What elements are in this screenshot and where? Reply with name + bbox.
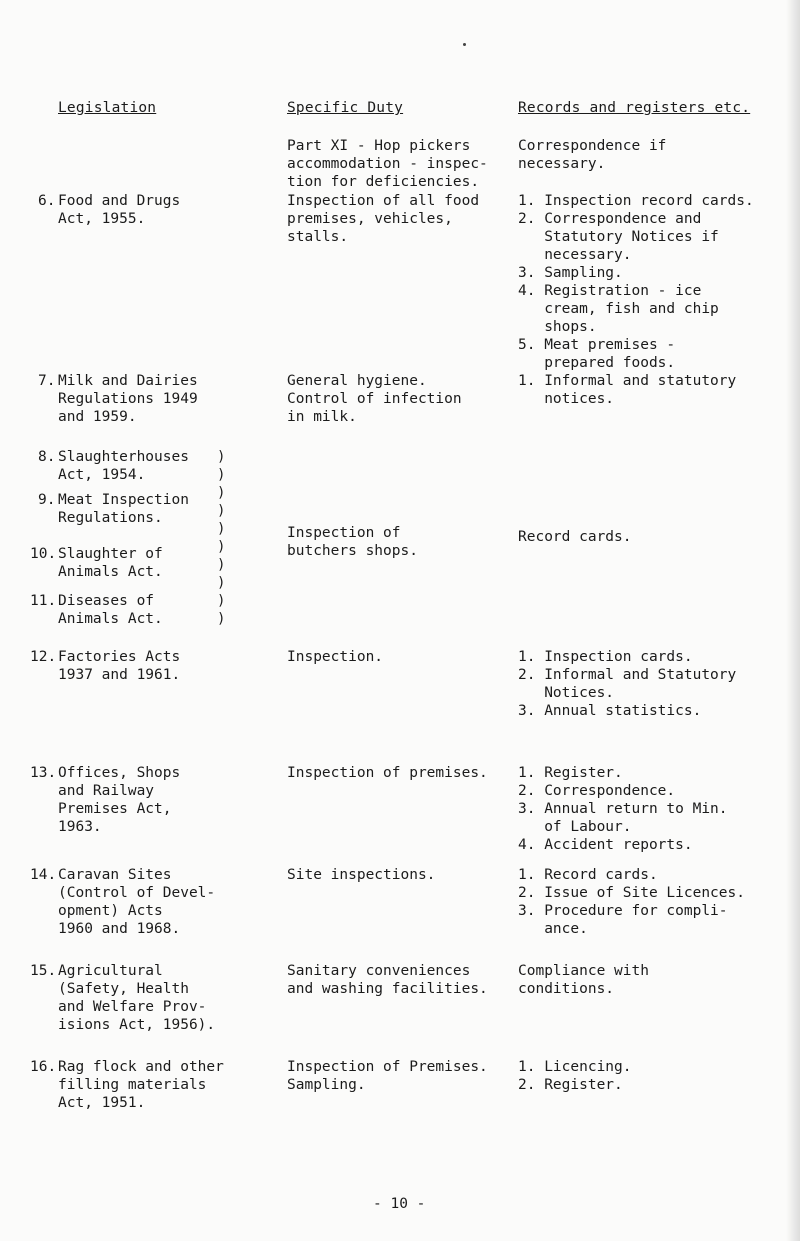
row-10-number: 10. — [30, 546, 57, 562]
row-8-number: 8. — [38, 449, 56, 465]
row-14-number: 14. — [30, 867, 57, 883]
row-13-number: 13. — [30, 765, 57, 781]
row-13-duty: Inspection of premises. — [287, 765, 488, 781]
row-6-number: 6. — [38, 193, 56, 209]
row-6-records: 1. Inspection record cards. 2. Correspondence and Statutory Notices if necessary. 3. Sampling. 4. Registration - ice cream, fish and chip shops. 5. Meat premises - prepared foods. — [518, 193, 754, 371]
row-13-records: 1. Register. 2. Correspondence. 3. Annual return to Min. of Labour. 4. Accident reports. — [518, 765, 728, 853]
row-14-records: 1. Record cards. 2. Issue of Site Licences. 3. Procedure for compli- ance. — [518, 867, 745, 937]
row-0-records: Correspondence if necessary. — [518, 138, 667, 172]
scan-speck — [463, 43, 466, 46]
row-16-duty: Inspection of Premises. Sampling. — [287, 1059, 488, 1093]
row-16-number: 16. — [30, 1059, 57, 1075]
row-11-number: 11. — [30, 593, 57, 609]
page-edge-shadow — [786, 0, 800, 1241]
row-7-number: 7. — [38, 373, 56, 389]
group-brace: ) ) ) ) ) ) ) ) ) ) — [217, 449, 226, 627]
row-12-number: 12. — [30, 649, 57, 665]
row-16-records: 1. Licencing. 2. Register. — [518, 1059, 632, 1093]
row-11-legislation: Diseases of Animals Act. — [58, 593, 163, 627]
row-14-duty: Site inspections. — [287, 867, 436, 883]
group-records: Record cards. — [518, 529, 632, 545]
row-9-legislation: Meat Inspection Regulations. — [58, 492, 189, 526]
row-7-legislation: Milk and Dairies Regulations 1949 and 1959. — [58, 373, 198, 425]
header-specific-duty: Specific Duty — [287, 100, 404, 116]
row-7-duty: General hygiene. Control of infection in milk. — [287, 373, 462, 425]
header-records: Records and registers etc. — [518, 100, 751, 116]
row-15-legislation: Agricultural (Safety, Health and Welfare Prov- isions Act, 1956). — [58, 963, 216, 1033]
row-12-records: 1. Inspection cards. 2. Informal and Statutory Notices. 3. Annual statistics. — [518, 649, 737, 719]
row-15-duty: Sanitary conveniences and washing facilities. — [287, 963, 488, 997]
row-7-records: 1. Informal and statutory notices. — [518, 373, 737, 407]
header-legislation: Legislation — [58, 100, 157, 116]
row-6-legislation: Food and Drugs Act, 1955. — [58, 193, 181, 227]
row-15-number: 15. — [30, 963, 57, 979]
row-12-duty: Inspection. — [287, 649, 384, 665]
row-15-records: Compliance with conditions. — [518, 963, 649, 997]
page-number: - 10 - — [373, 1196, 426, 1212]
row-13-legislation: Offices, Shops and Railway Premises Act, 1963. — [58, 765, 181, 835]
row-12-legislation: Factories Acts 1937 and 1961. — [58, 649, 181, 683]
row-10-legislation: Slaughter of Animals Act. — [58, 546, 163, 580]
row-16-legislation: Rag flock and other filling materials Act, 1951. — [58, 1059, 224, 1111]
row-6-duty: Inspection of all food premises, vehicles, stalls. — [287, 193, 480, 245]
group-duty: Inspection of butchers shops. — [287, 525, 418, 559]
row-9-number: 9. — [38, 492, 56, 508]
row-8-legislation: Slaughterhouses Act, 1954. — [58, 449, 189, 483]
row-14-legislation: Caravan Sites (Control of Devel- opment) Acts 1960 and 1968. — [58, 867, 216, 937]
row-0-duty: Part XI - Hop pickers accommodation - inspec- tion for deficiencies. — [287, 138, 488, 190]
